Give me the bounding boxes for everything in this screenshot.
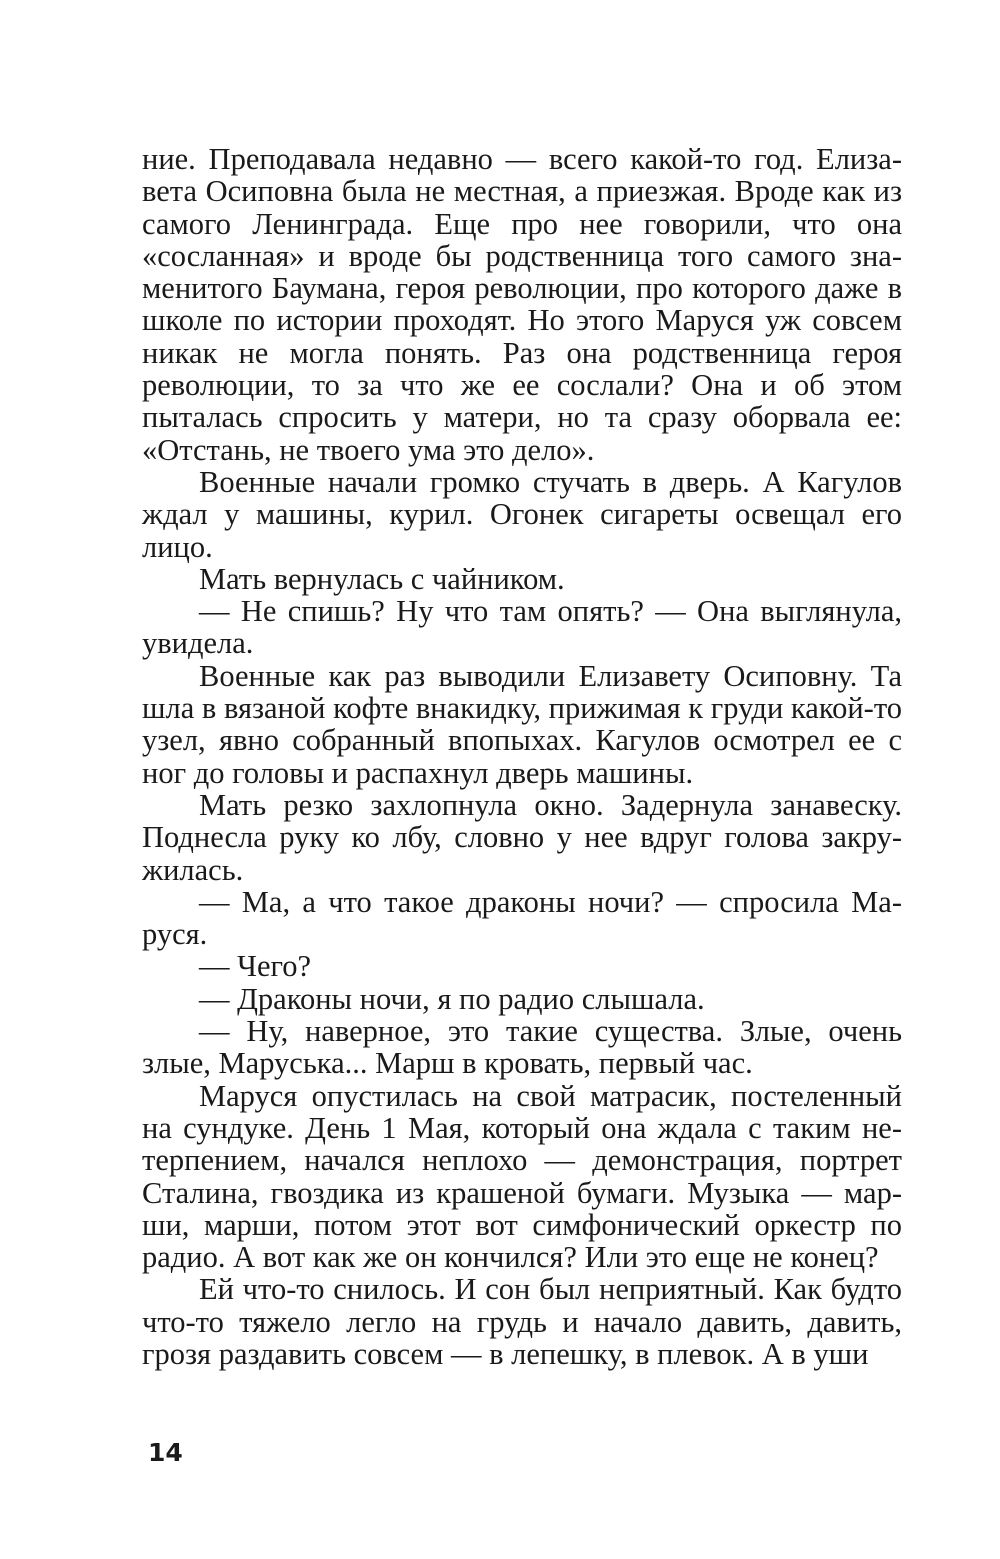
paragraph: Мать резко захлопнула окно. Задернула занавеску. Поднесла руку ко лбу, словно у нее вдруг голова закружилась. xyxy=(142,787,902,887)
paragraph: Военные начали громко стучать в дверь. А Кагулов ждал у машины, курил. Огонек сигареты освещал его лицо. xyxy=(142,464,902,564)
body-text xyxy=(142,143,902,1370)
paragraph: — Не спишь? Ну что там опять? — Она выглянула, увидела. xyxy=(142,594,902,661)
page-number: 14 xyxy=(148,1438,183,1467)
paragraph: Мать вернулась с чайником. xyxy=(199,561,565,596)
paragraph: — Драконы ночи, я по радио слышала. xyxy=(199,981,705,1016)
paragraph: Маруся опустилась на свой матрасик, постеленный на сундуке. День 1 Мая, который она ждала с таким нетерпением, начался неплохо — демонстрация, портрет Сталина, гвоздика из крашеной бумаги. Музыка — марши, марши, потом этот вот симфонический оркестр по радио. А вот как же он кончился? Или это еще не конец? xyxy=(142,1078,902,1275)
paragraph: — Ма, а что такое драконы ночи? — спросила Маруся. xyxy=(142,884,902,952)
paragraph: ние. Преподавала недавно — всего какой-то год. Елизавета Осиповна была не местная, а приезжая. Вроде как из самого Ленинграда. Еще про нее говорили, что она «сосланная» и вроде бы родственница того самого знаменитого Баумана, героя революции, про которого даже в школе по истории проходят. Но этого Маруся уж совсем никак не могла понять. Раз она родственница героя революции, то за что же ее сослали? Она и об этом пыталась спросить у матери, но та сразу оборвала ее: «Отстань, не твоего ума это дело». xyxy=(142,142,902,467)
paragraph: — Ну, наверное, это такие существа. Злые, очень злые, Маруська... Марш в кровать, первый час. xyxy=(142,1014,902,1081)
paragraph: Ей что-то снилось. И сон был неприятный. Как будто что-то тяжело легло на грудь и начало давить, давить, грозя раздавить совсем — в лепешку, в плевок. А в уши xyxy=(142,1272,902,1371)
paragraph: Военные как раз выводили Елизавету Осиповну. Та шла в вязаной кофте внакидку, прижимая к груди какой-то узел, явно собранный впопыхах. Кагулов осмотрел ее с ног до головы и распахнул дверь машины. xyxy=(142,658,902,790)
paragraph: — Чего? xyxy=(199,949,312,984)
